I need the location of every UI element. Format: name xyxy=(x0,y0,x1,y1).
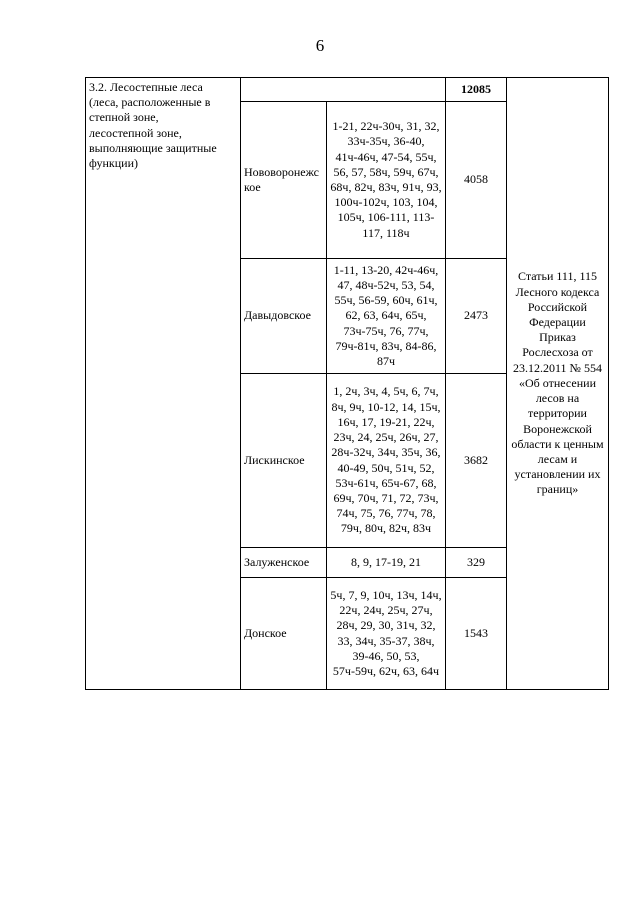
total-area: 12085 xyxy=(446,78,507,102)
forest-category-cell xyxy=(86,78,241,690)
category-line: функции) xyxy=(89,156,138,171)
category-line: 3.2. Лесостепные леса xyxy=(89,80,203,94)
forest-table xyxy=(85,77,609,690)
quarters-list: 5ч, 7, 9, 10ч, 13ч, 14ч, 22ч, 24ч, 25ч, 27ч, 28ч, 29, 30, 31ч, 32, 33, 34ч, 35-37, 38ч, 39-46, 50, 53, 57ч-59ч, 62ч, 63, 64ч xyxy=(327,578,446,690)
category-line: лесостепной зоне, xyxy=(89,125,182,140)
quarters-list: 1-11, 13-20, 42ч-46ч, 47, 48ч-52ч, 53, 54, 55ч, 56-59, 60ч, 61ч, 62, 63, 64ч, 65ч, 73ч-75ч, 76, 77ч, 79ч-81ч, 83ч, 84-86, 87ч xyxy=(327,259,446,374)
quarters-list: 1-21, 22ч-30ч, 31, 32, 33ч-35ч, 36-40, 41ч-46ч, 47-54, 55ч, 56, 57, 58ч, 59ч, 67ч, 68ч, 82ч, 83ч, 91ч, 93, 100ч-102ч, 103, 104, 105ч, 106-111, 113-117, 118ч xyxy=(327,102,446,259)
table-row xyxy=(86,78,609,102)
quarters-list: 1, 2ч, 3ч, 4, 5ч, 6, 7ч, 8ч, 9ч, 10-12, 14, 15ч, 16ч, 17, 19-21, 22ч, 23ч, 24, 25ч, 26ч, 27, 28ч-32ч, 34ч, 35ч, 36, 40-49, 50ч, 51ч, 52, 53ч-61ч, 65ч-67, 68, 69ч, 70ч, 71, 72, 73ч, 74ч, 75, 76, 77ч, 78, 79ч, 80ч, 82ч, 83ч xyxy=(327,374,446,548)
area-value: 1543 xyxy=(446,578,507,690)
area-value: 2473 xyxy=(446,259,507,374)
area-value: 329 xyxy=(446,548,507,578)
page-number: 6 xyxy=(315,36,325,55)
forestry-name: Залуженское xyxy=(241,548,327,578)
empty-header-cell xyxy=(241,78,446,102)
area-value: 4058 xyxy=(446,102,507,259)
forestry-name: Лискинское xyxy=(241,374,327,548)
quarters-list: 8, 9, 17-19, 21 xyxy=(327,548,446,578)
category-line: степной зоне, xyxy=(89,110,159,125)
category-line: выполняющие защитные xyxy=(89,140,217,155)
forestry-name: Давыдовское xyxy=(241,259,327,374)
forestry-name: Нововоронежское xyxy=(241,102,327,259)
area-value: 3682 xyxy=(446,374,507,548)
legal-basis: Статьи 111, 115 Лесного кодекса Российской Федерации Приказ Рослесхоза от 23.12.2011 № 554 «Об отнесении лесов на территории Воронежской области к ценным лесам и установлении их границ» xyxy=(507,78,609,690)
category-line: (леса, расположенные в xyxy=(89,95,211,110)
forestry-name: Донское xyxy=(241,578,327,690)
